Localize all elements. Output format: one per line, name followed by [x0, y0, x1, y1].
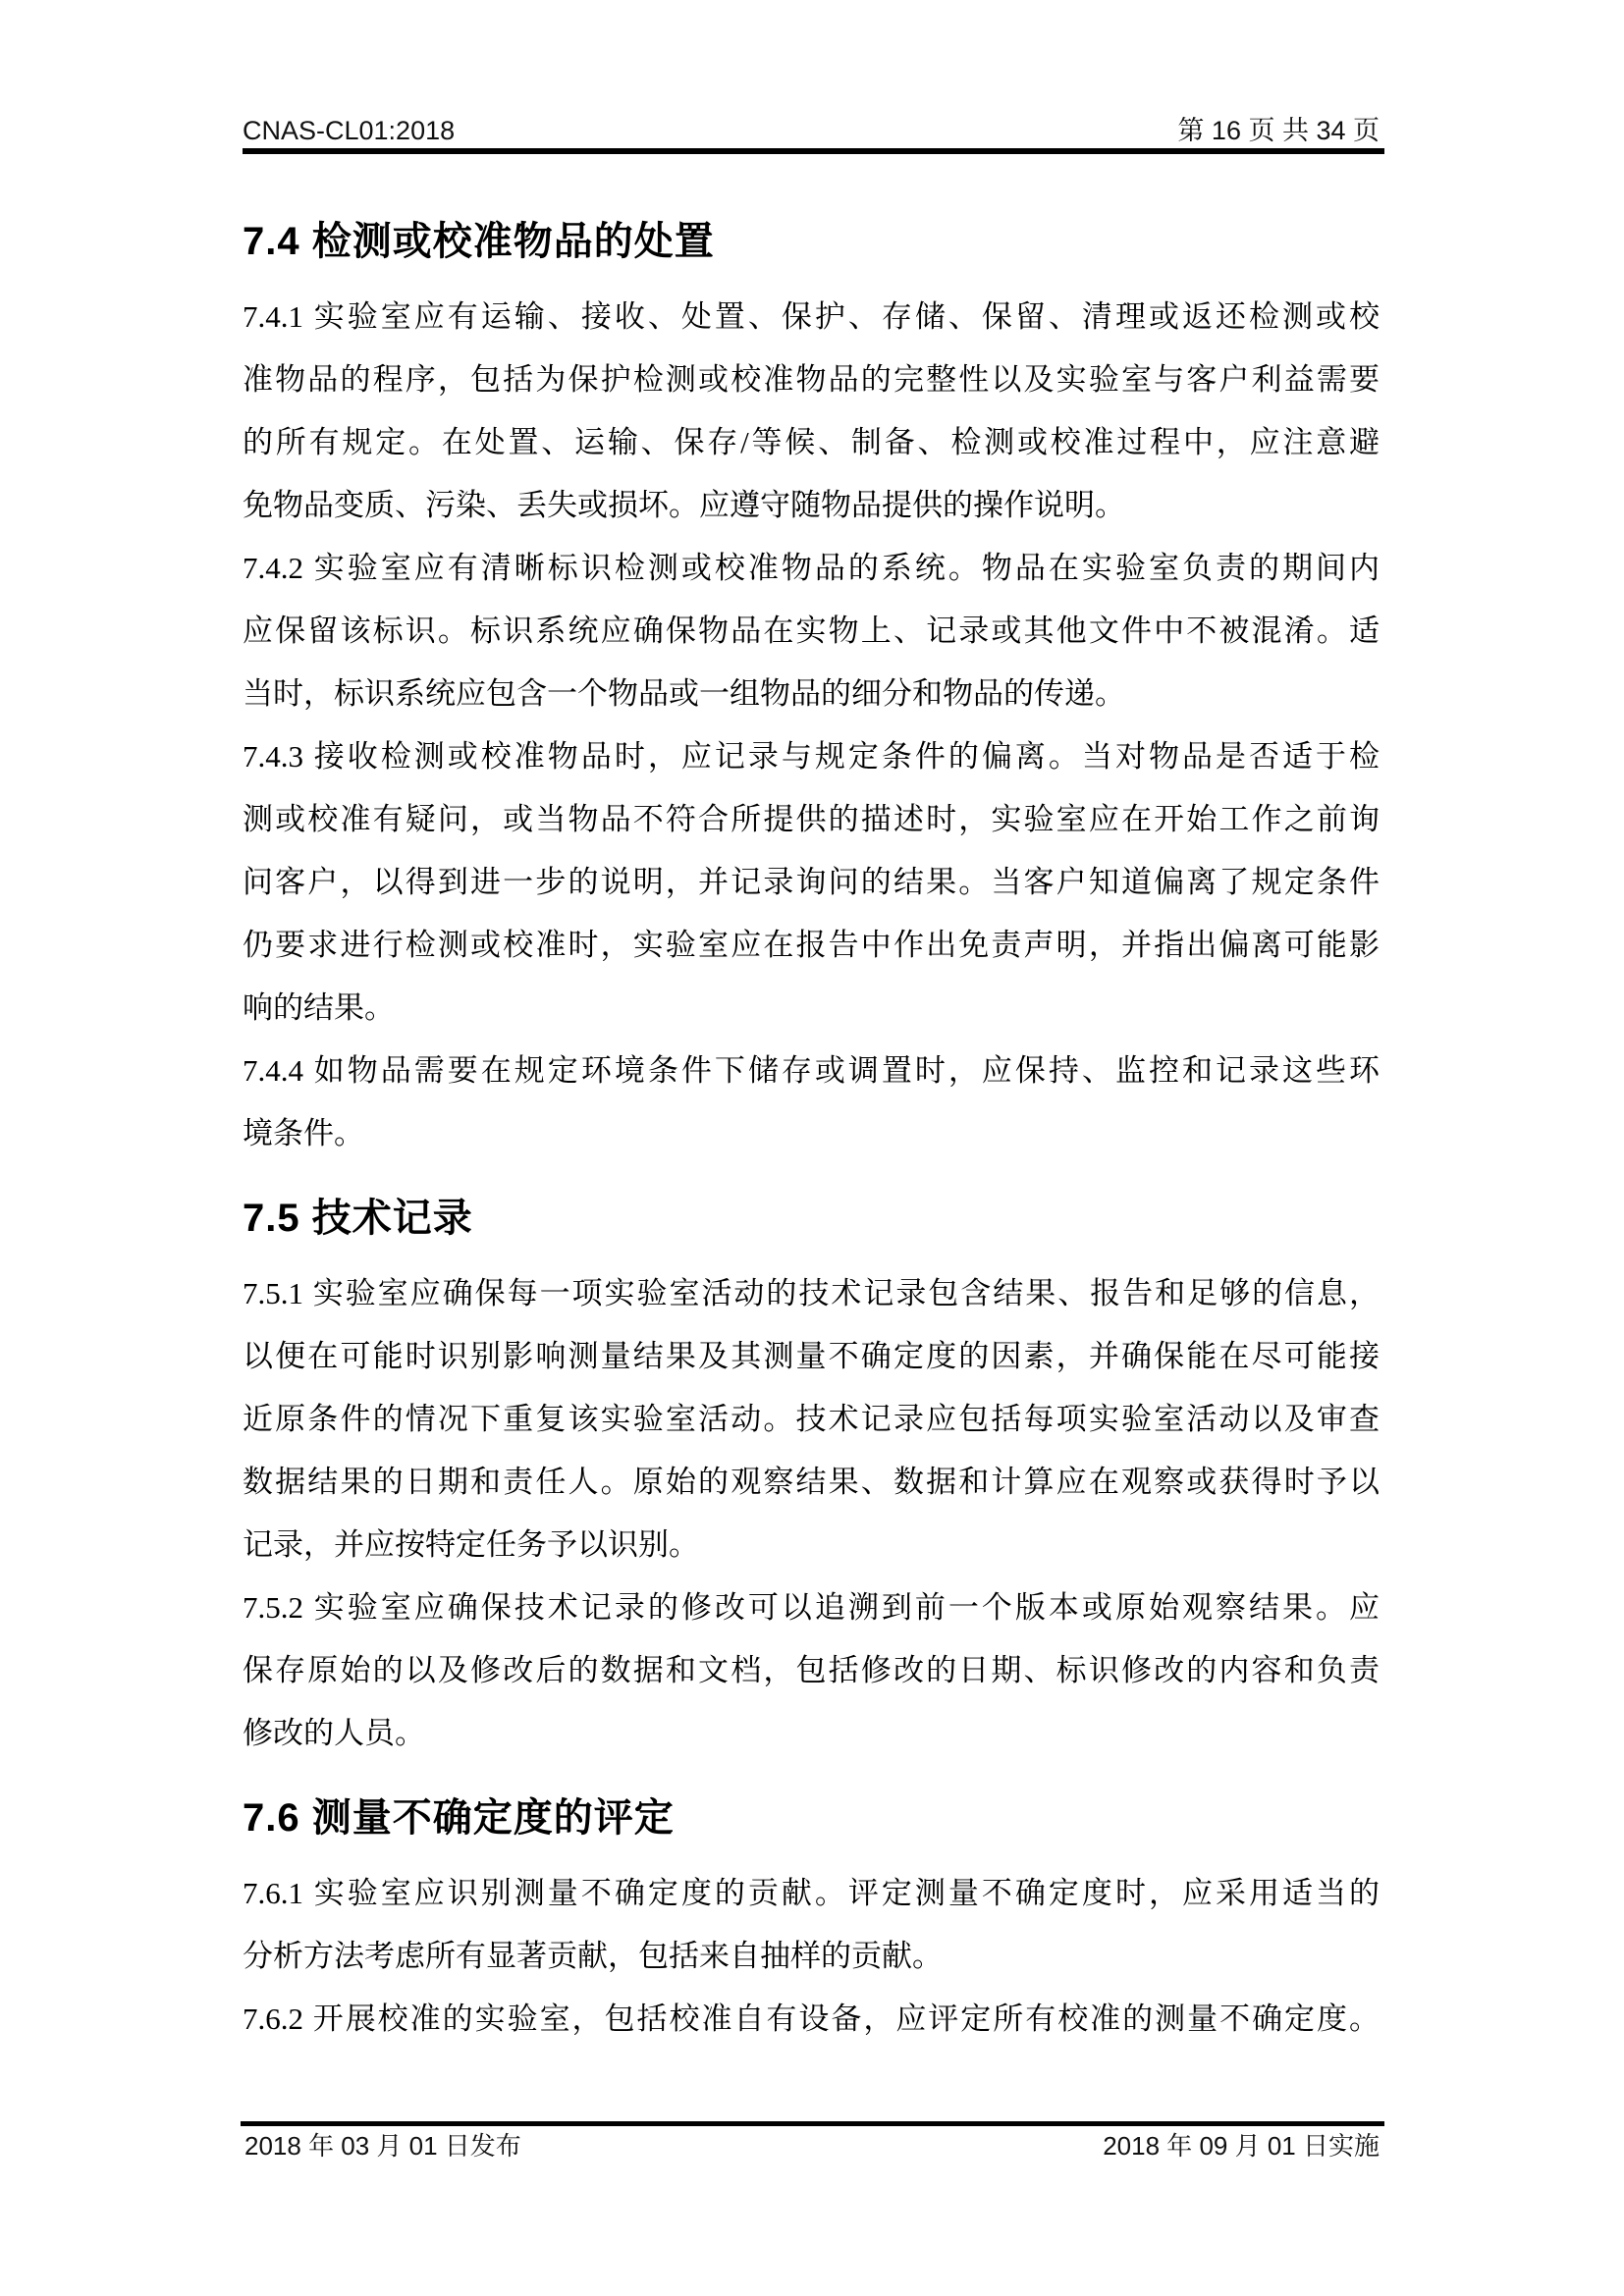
section-heading-7-6: 7.6 测量不确定度的评定 [243, 1796, 675, 1840]
document-body [243, 216, 1380, 2051]
text-line: 免物品变质、污染、丢失或损坏。应遵守随物品提供的操作说明。 [243, 488, 1125, 522]
footer-issue-date: 2018 年 03 月 01 日发布 [244, 2131, 521, 2161]
text-line: 数据结果的日期和责任人。原始的观察结果、数据和计算应在观察或获得时予以 [243, 1465, 1380, 1499]
header-page-number: 第 16 页 共 34 页 [1177, 116, 1380, 145]
text-line: 的所有规定。在处置、运输、保存/等候、制备、检测或校准过程中，应注意避 [243, 425, 1380, 459]
text-line: 保存原始的以及修改后的数据和文档，包括修改的日期、标识修改的内容和负责 [243, 1653, 1380, 1687]
text-line: 近原条件的情况下重复该实验室活动。技术记录应包括每项实验室活动以及审查 [243, 1402, 1380, 1436]
text-line: 准物品的程序，包括为保护检测或校准物品的完整性以及实验室与客户利益需要 [243, 362, 1380, 397]
text-line: 7.6.1 实验室应识别测量不确定度的贡献。评定测量不确定度时，应采用适当的 [243, 1876, 1380, 1910]
clause-7-5-1 [243, 1262, 1380, 1576]
text-line: 7.6.2 开展校准的实验室，包括校准自有设备，应评定所有校准的测量不确定度。 [243, 2002, 1380, 2036]
text-line: 应保留该标识。标识系统应确保物品在实物上、记录或其他文件中不被混淆。适 [243, 614, 1380, 648]
header-rule [243, 148, 1384, 154]
text-line: 修改的人员。 [243, 1716, 425, 1750]
text-line: 问客户，以得到进一步的说明，并记录询问的结果。当客户知道偏离了规定条件 [243, 865, 1380, 899]
clause-7-5-2 [243, 1576, 1380, 1765]
text-line: 7.5.2 实验室应确保技术记录的修改可以追溯到前一个版本或原始观察结果。应 [243, 1590, 1380, 1625]
text-line: 7.4.4 如物品需要在规定环境条件下储存或调置时，应保持、监控和记录这些环 [243, 1053, 1380, 1088]
clause-7-4-4 [243, 1040, 1380, 1165]
text-line: 分析方法考虑所有显著贡献，包括来自抽样的贡献。 [243, 1939, 943, 1973]
clause-7-4-3 [243, 725, 1380, 1040]
text-line: 7.4.1 实验室应有运输、接收、处置、保护、存储、保留、清理或返还检测或校 [243, 299, 1380, 334]
clause-7-4-1 [243, 286, 1380, 537]
text-line: 测或校准有疑问，或当物品不符合所提供的描述时，实验室应在开始工作之前询 [243, 802, 1380, 836]
text-line: 当时，标识系统应包含一个物品或一组物品的细分和物品的传递。 [243, 676, 1125, 711]
text-line: 7.5.1 实验室应确保每一项实验室活动的技术记录包含结果、报告和足够的信息， [243, 1276, 1380, 1310]
clause-7-6-1 [243, 1862, 1380, 1988]
text-line: 响的结果。 [243, 990, 395, 1025]
section-heading-7-4: 7.4 检测或校准物品的处置 [243, 220, 715, 263]
text-line: 以便在可能时识别影响测量结果及其测量不确定度的因素，并确保能在尽可能接 [243, 1339, 1380, 1373]
footer-rule [241, 2121, 1384, 2126]
text-line: 境条件。 [243, 1116, 364, 1150]
header-doc-code: CNAS-CL01:2018 [243, 116, 456, 145]
clause-7-4-2 [243, 537, 1380, 725]
footer-implementation-date: 2018 年 09 月 01 日实施 [1103, 2131, 1380, 2161]
section-heading-7-5: 7.5 技术记录 [243, 1197, 473, 1240]
text-line: 7.4.2 实验室应有清晰标识检测或校准物品的系统。物品在实验室负责的期间内 [243, 551, 1380, 585]
clause-7-6-2 [243, 1988, 1380, 2051]
text-line: 仍要求进行检测或校准时，实验室应在报告中作出免责声明，并指出偏离可能影 [243, 928, 1380, 962]
text-line: 7.4.3 接收检测或校准物品时，应记录与规定条件的偏离。当对物品是否适于检 [243, 739, 1380, 774]
text-line: 记录，并应按特定任务予以识别。 [243, 1527, 699, 1562]
